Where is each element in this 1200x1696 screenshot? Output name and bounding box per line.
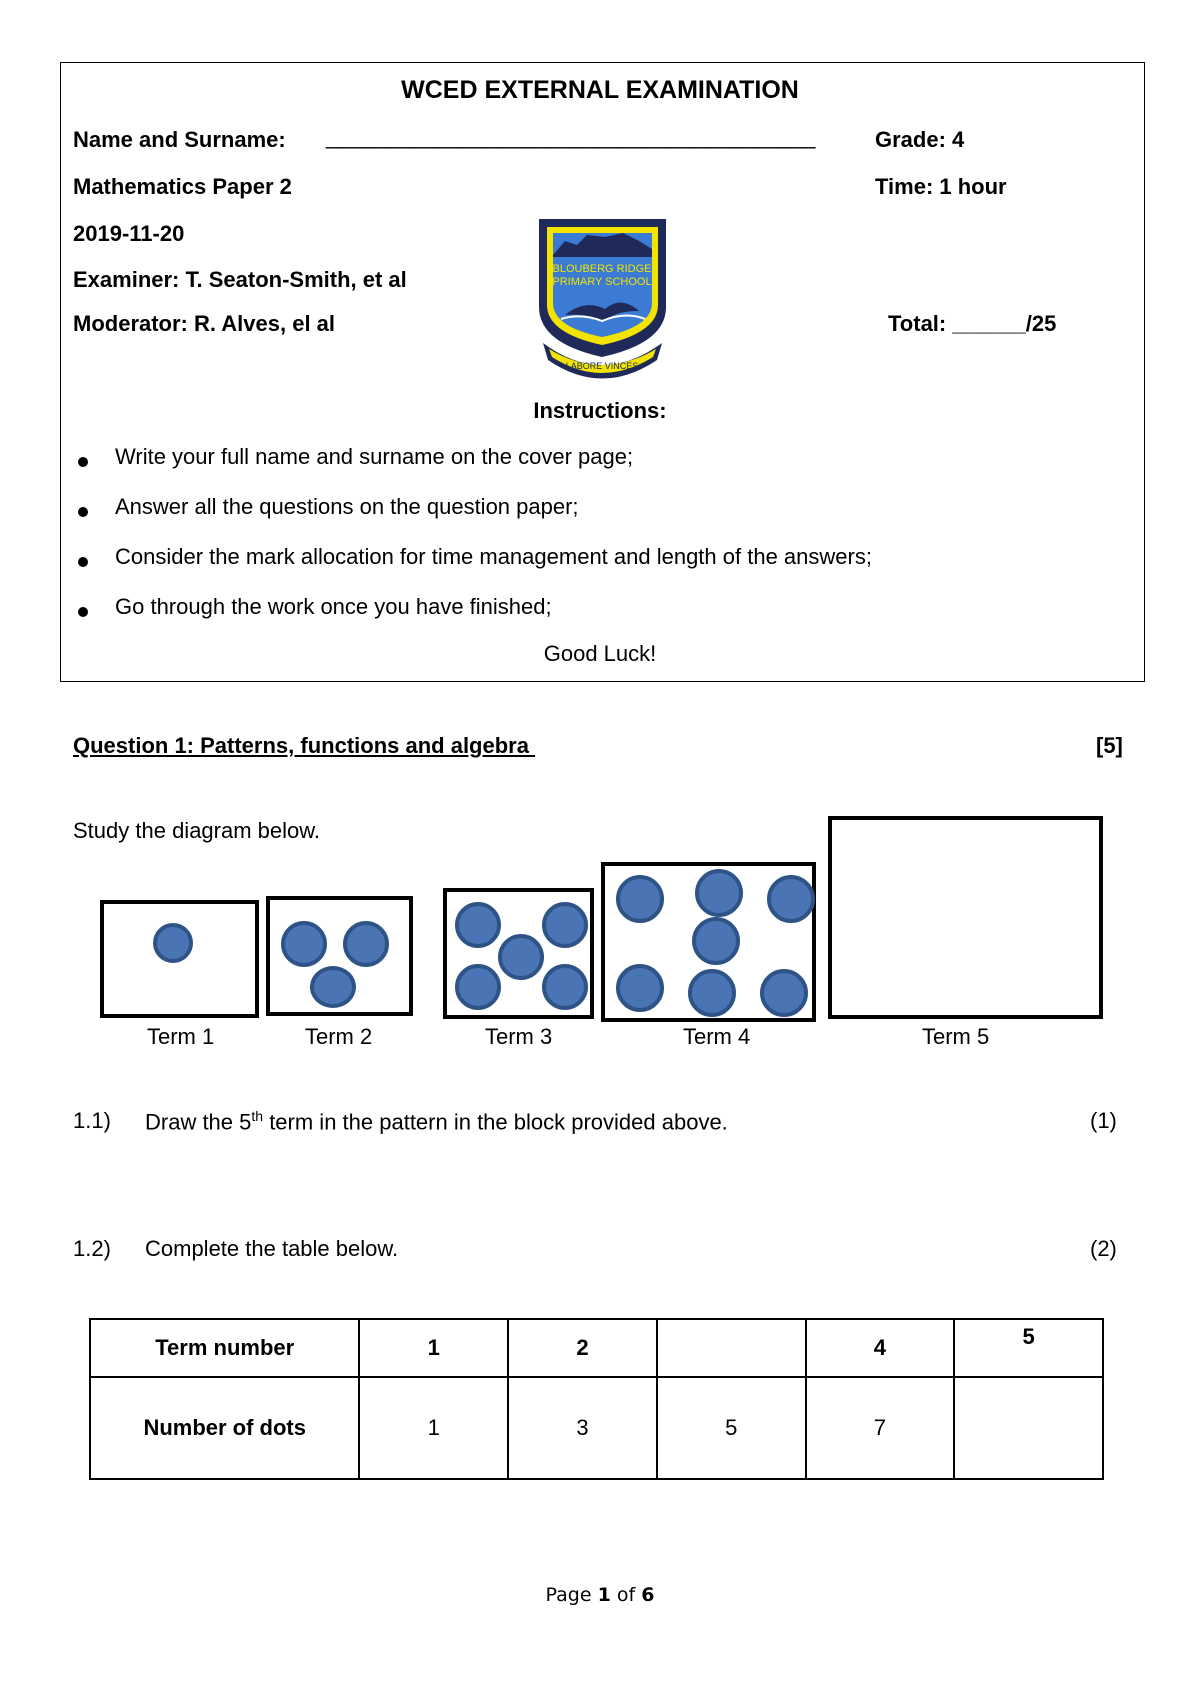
instruction-item: Write your full name and surname on the cover page; bbox=[115, 444, 634, 469]
table-cell: 1 bbox=[359, 1377, 508, 1479]
question-1-2-text: Complete the table below. bbox=[145, 1236, 399, 1261]
pattern-dot bbox=[616, 964, 664, 1012]
term-5-box[interactable] bbox=[828, 816, 1103, 1019]
question-1-1-text: Draw the 5th term in the pattern in the block provided above. bbox=[145, 1108, 728, 1135]
grade-label: Grade: 4 bbox=[875, 127, 965, 152]
table-cell: 3 bbox=[508, 1377, 657, 1479]
question-1-1-marks: (1) bbox=[1090, 1108, 1117, 1133]
pattern-dot bbox=[542, 964, 588, 1010]
question-1-2-number: 1.2) bbox=[73, 1236, 111, 1261]
pattern-dot bbox=[498, 934, 544, 980]
bullet-icon bbox=[78, 607, 88, 617]
name-line: ________________________________________ bbox=[326, 124, 816, 149]
bullet-icon bbox=[78, 507, 88, 517]
instructions-title: Instructions: bbox=[533, 398, 667, 423]
pattern-dot bbox=[455, 902, 501, 948]
pattern-table bbox=[89, 1318, 1104, 1480]
term-3-label: Term 3 bbox=[485, 1024, 553, 1049]
logo-motto: LABORE VINCES bbox=[565, 361, 639, 371]
table-cell: 4 bbox=[806, 1319, 955, 1377]
pattern-dot bbox=[310, 966, 356, 1008]
paper-label: Mathematics Paper 2 bbox=[73, 174, 292, 199]
exam-date: 2019-11-20 bbox=[73, 221, 185, 246]
term-4-box bbox=[601, 862, 816, 1022]
pattern-dot bbox=[767, 875, 815, 923]
table-cell: 5 bbox=[657, 1377, 806, 1479]
table-cell: Number of dots bbox=[90, 1377, 359, 1479]
pattern-dot bbox=[695, 869, 743, 917]
question-1-marks: [5] bbox=[1096, 733, 1123, 758]
term-4-label: Term 4 bbox=[683, 1024, 751, 1049]
table-cell: 7 bbox=[806, 1377, 955, 1479]
question-1-intro: Study the diagram below. bbox=[73, 818, 321, 843]
question-1-title: Question 1: Patterns, functions and algebra bbox=[73, 733, 536, 758]
school-crest-logo bbox=[535, 215, 670, 380]
term-1-label: Term 1 bbox=[147, 1024, 215, 1049]
time-label: Time: 1 hour bbox=[875, 174, 1007, 199]
table-cell: 5 bbox=[954, 1319, 1103, 1377]
pattern-dot bbox=[281, 921, 327, 967]
term-3-box bbox=[443, 888, 594, 1019]
logo-name-line1: BLOUBERG RIDGE bbox=[552, 263, 652, 275]
bullet-icon bbox=[78, 457, 88, 467]
table-answer-cell[interactable] bbox=[657, 1319, 806, 1377]
term-2-label: Term 2 bbox=[305, 1024, 373, 1049]
exam-title: WCED EXTERNAL EXAMINATION bbox=[401, 76, 799, 104]
pattern-dot bbox=[343, 921, 389, 967]
moderator-label: Moderator: R. Alves, el al bbox=[73, 311, 336, 336]
table-cell: 1 bbox=[359, 1319, 508, 1377]
examiner-label: Examiner: T. Seaton-Smith, et al bbox=[73, 267, 407, 292]
pattern-dot bbox=[616, 875, 664, 923]
term-1-box bbox=[100, 900, 259, 1018]
table-row bbox=[90, 1319, 1103, 1377]
logo-name-line2: PRIMARY SCHOOL bbox=[552, 276, 652, 288]
pattern-dot bbox=[153, 923, 193, 963]
instruction-item: Go through the work once you have finished; bbox=[115, 594, 552, 619]
total-label: Total: ______/25 bbox=[888, 311, 1057, 336]
instruction-item: Consider the mark allocation for time management and length of the answers; bbox=[115, 544, 872, 569]
term-2-box bbox=[266, 896, 413, 1016]
table-cell: 2 bbox=[508, 1319, 657, 1377]
table-cell: Term number bbox=[90, 1319, 359, 1377]
name-label: Name and Surname: bbox=[73, 127, 286, 152]
instruction-item: Answer all the questions on the question paper; bbox=[115, 494, 579, 519]
good-luck-text: Good Luck! bbox=[543, 641, 657, 666]
table-answer-cell[interactable] bbox=[954, 1377, 1103, 1479]
pattern-dot bbox=[542, 902, 588, 948]
term-5-label: Term 5 bbox=[922, 1024, 990, 1049]
pattern-dot bbox=[455, 964, 501, 1010]
page-footer: Page 1 of 6 bbox=[545, 1584, 655, 1606]
pattern-dot bbox=[692, 917, 740, 965]
table-row bbox=[90, 1377, 1103, 1479]
question-1-1-number: 1.1) bbox=[73, 1108, 111, 1133]
question-1-2-marks: (2) bbox=[1090, 1236, 1117, 1261]
bullet-icon bbox=[78, 557, 88, 567]
pattern-dot bbox=[760, 969, 808, 1017]
pattern-dot bbox=[688, 969, 736, 1017]
